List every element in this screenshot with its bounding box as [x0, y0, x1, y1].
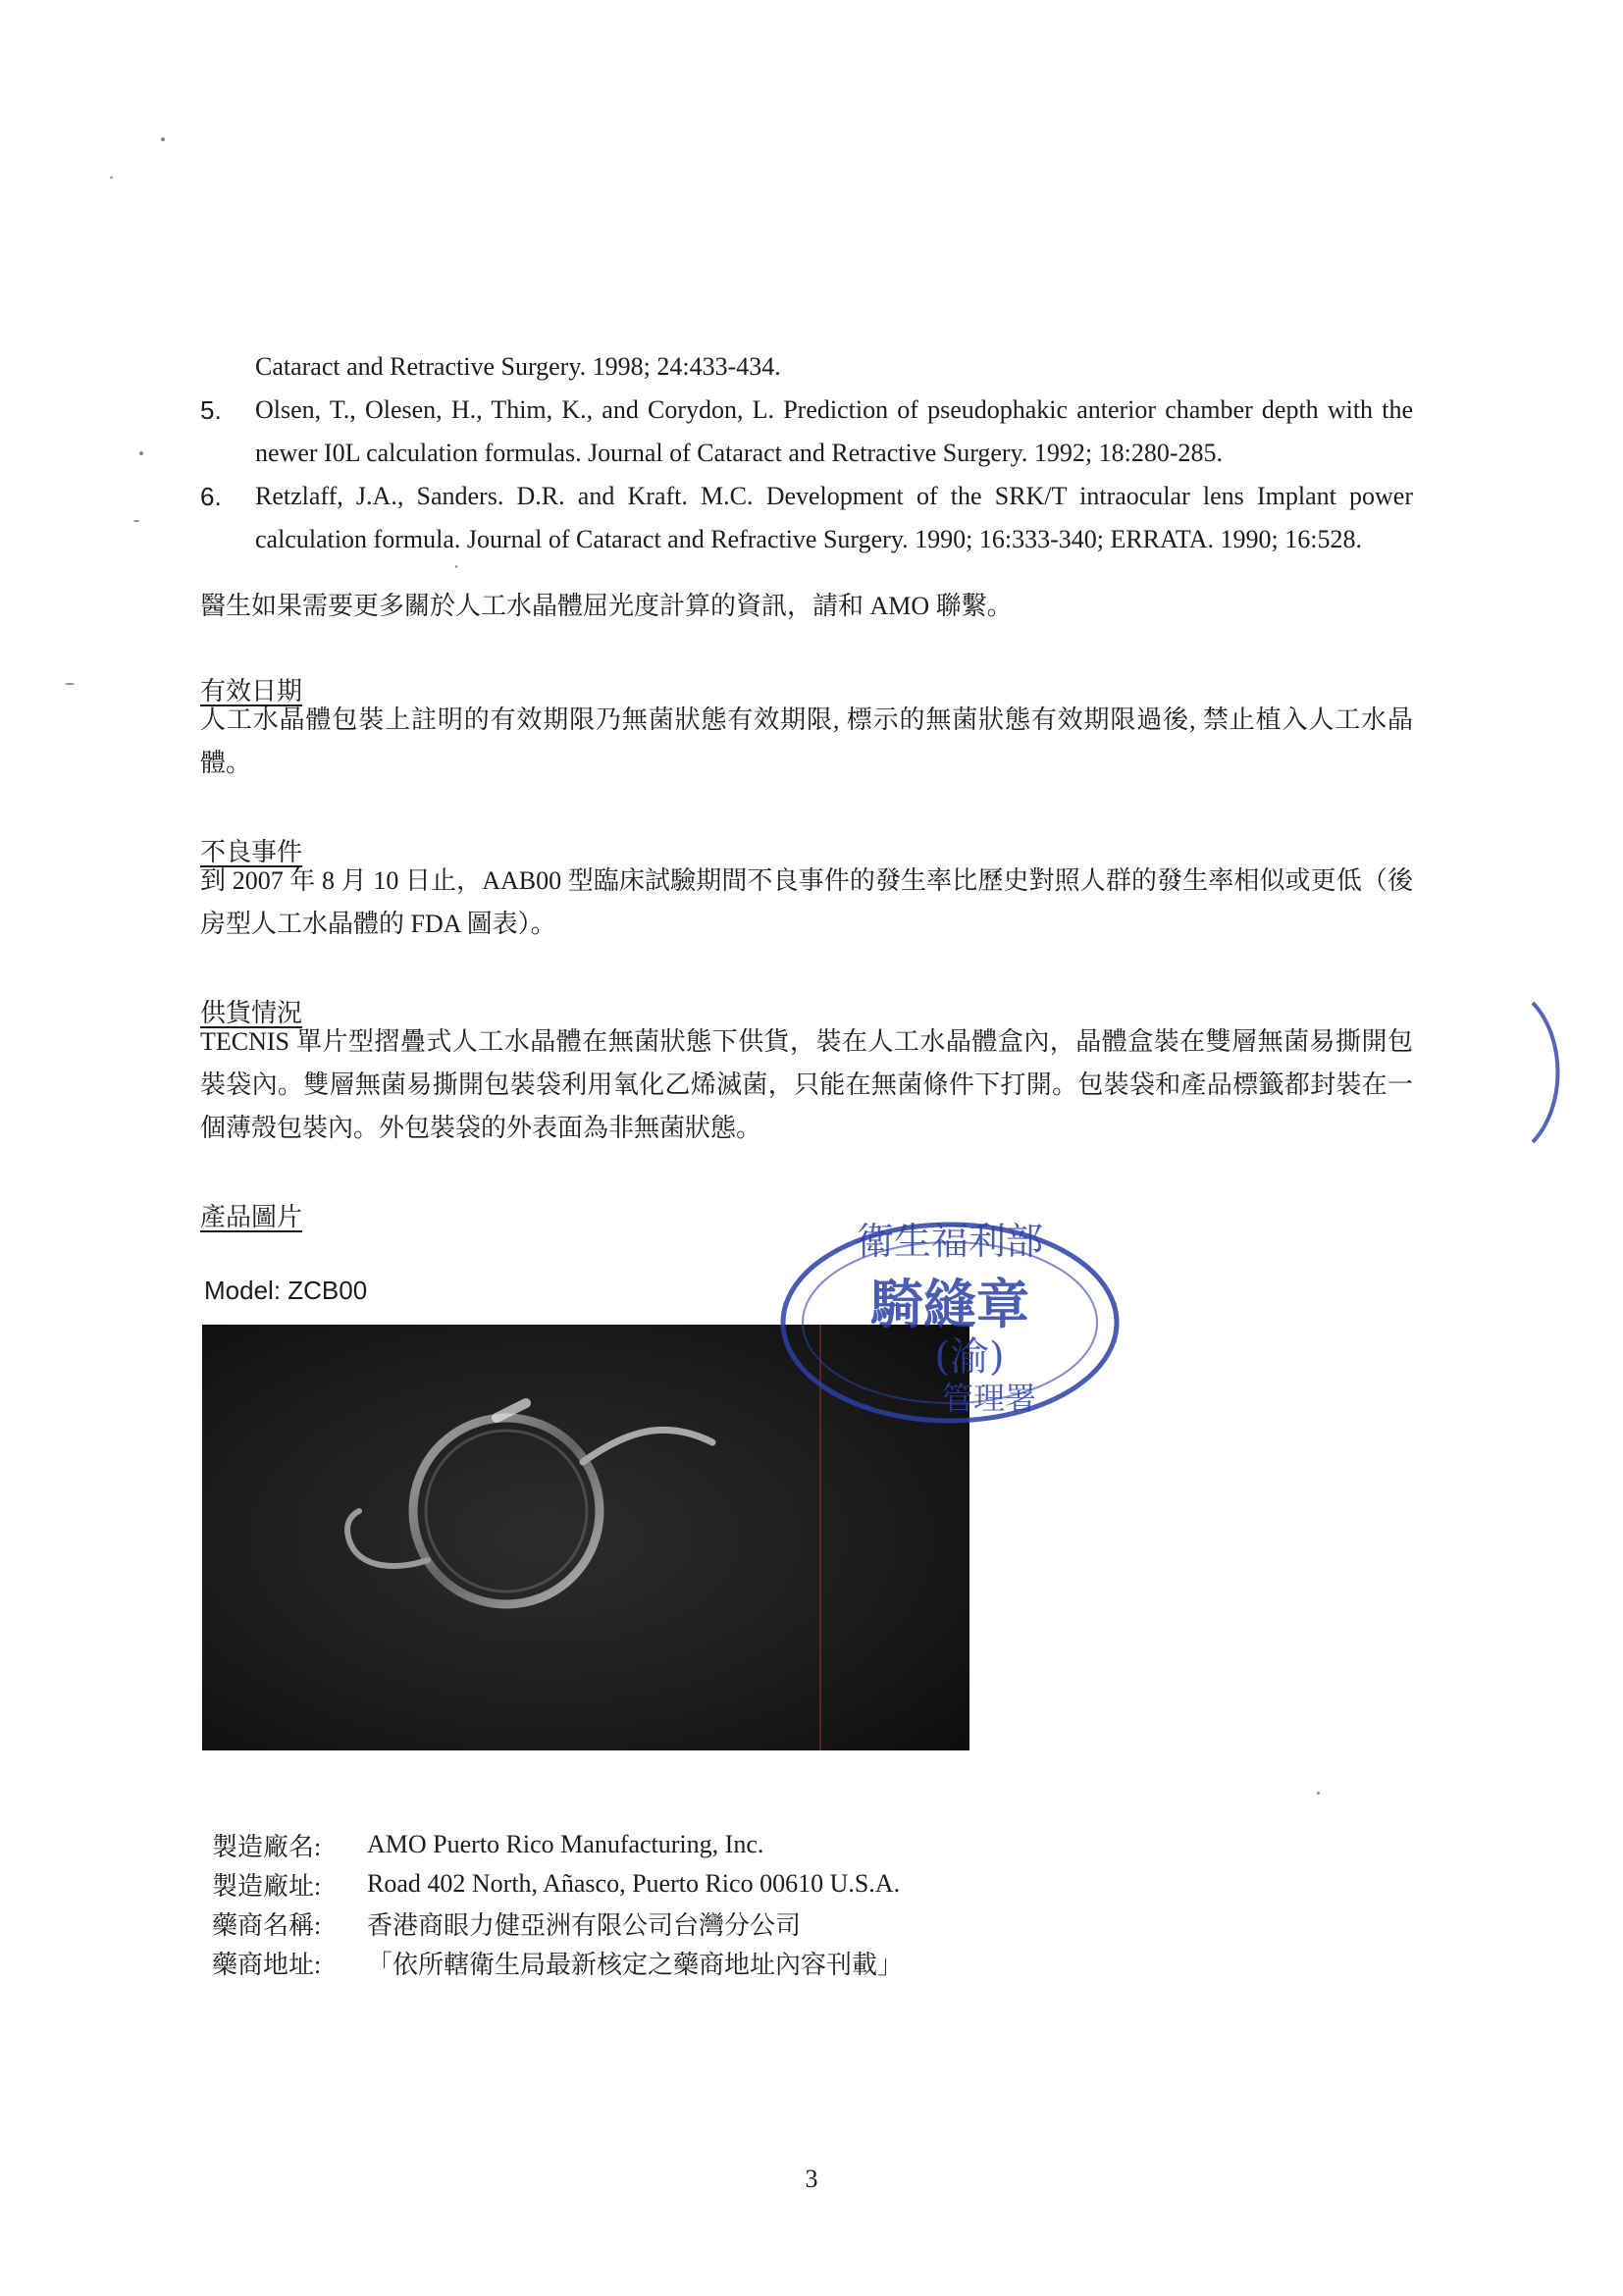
scan-speck: [110, 177, 113, 179]
info-value: 「依所轄衛生局最新核定之藥商地址內容刊載」: [367, 1950, 904, 1979]
reference-text: Retzlaff, J.A., Sanders. D.R. and Kraft. M.C. Development of the SRK/T intraocular lens Implant power calculation formula. Journal of Cataract and Refractive Surgery. 1990; 16:333-340; ERRATA. 1990; 16:528.: [255, 482, 1413, 553]
scan-speck: [139, 451, 143, 455]
scan-speck: [455, 565, 457, 568]
info-row: [212, 1904, 903, 1943]
scan-speck: [1317, 1792, 1320, 1795]
supply-heading: 供貨情況: [200, 999, 303, 1027]
reference-continuation: Cataract and Retractive Surgery. 1998; 24:433-434.: [255, 352, 781, 381]
manufacturer-info: [212, 1825, 903, 1982]
scan-speck: [161, 137, 165, 141]
margin-stamp-mark: [1527, 999, 1572, 1146]
svg-text:(渝): (渝): [934, 1334, 1005, 1380]
adverse-events-heading: 不良事件: [200, 838, 303, 866]
svg-text:衛生福利部: 衛生福利部: [856, 1220, 1044, 1263]
info-value: AMO Puerto Rico Manufacturing, Inc.: [367, 1830, 764, 1858]
expiry-heading: 有效日期: [200, 677, 303, 705]
info-label: 藥商地址:: [212, 1950, 322, 1979]
info-label: 製造廠址:: [212, 1871, 322, 1901]
info-value: Road 402 North, Añasco, Puerto Rico 00610 U.S.A.: [367, 1869, 901, 1898]
reference-item: [200, 475, 1413, 561]
model-label: Model: ZCB00: [204, 1276, 368, 1305]
scan-speck: [133, 520, 139, 522]
reference-list: [200, 345, 1413, 561]
expiry-body: 人工水晶體包裝上註明的有效期限乃無菌狀態有效期限, 標示的無菌狀態有效期限過後, 禁止植入人工水晶體。: [200, 705, 1413, 777]
info-row: [212, 1943, 903, 1982]
reference-item: [200, 389, 1413, 475]
product-picture-heading: 產品圖片: [200, 1203, 303, 1231]
info-row: [212, 1864, 903, 1904]
svg-text:騎縫章: 騎縫章: [870, 1273, 1029, 1335]
reference-text: Olsen, T., Olesen, H., Thim, K., and Corydon, L. Prediction of pseudophakic anterior chamber depth with the newer I0L calculation formulas. Journal of Cataract and Retractive Surgery. 1992; 18:280-285.: [255, 395, 1413, 467]
page-number: 3: [805, 2165, 818, 2193]
adverse-events-body: 到 2007 年 8 月 10 日止，AAB00 型臨床試驗期間不良事件的發生率比歷史對照人群的發生率相似或更低（後房型人工水晶體的 FDA 圖表）。: [200, 866, 1413, 938]
info-value: 香港商眼力健亞洲有限公司台灣分公司: [367, 1910, 802, 1940]
info-label: 製造廠名:: [212, 1832, 322, 1861]
seal-stamp: [763, 1205, 1126, 1431]
info-row: [212, 1825, 903, 1864]
scan-speck: [65, 683, 75, 685]
reference-number: 6.: [200, 482, 222, 511]
reference-number: 5.: [200, 395, 222, 425]
supply-body: TECNIS 單片型摺疊式人工水晶體在無菌狀態下供貨，裝在人工水晶體盒內，晶體盒裝在雙層無菌易撕開包裝袋內。雙層無菌易撕開包裝袋利用氧化乙烯滅菌，只能在無菌條件下打開。包裝袋和產品標籤都封裝在一個薄殼包裝內。外包裝袋的外表面為非無菌狀態。: [200, 1027, 1413, 1142]
contact-note: 醫生如果需要更多關於人工水晶體屈光度計算的資訊，請和 AMO 聯繫。: [200, 592, 1013, 620]
info-label: 藥商名稱:: [212, 1910, 322, 1940]
svg-text:管理署: 管理署: [941, 1380, 1037, 1417]
